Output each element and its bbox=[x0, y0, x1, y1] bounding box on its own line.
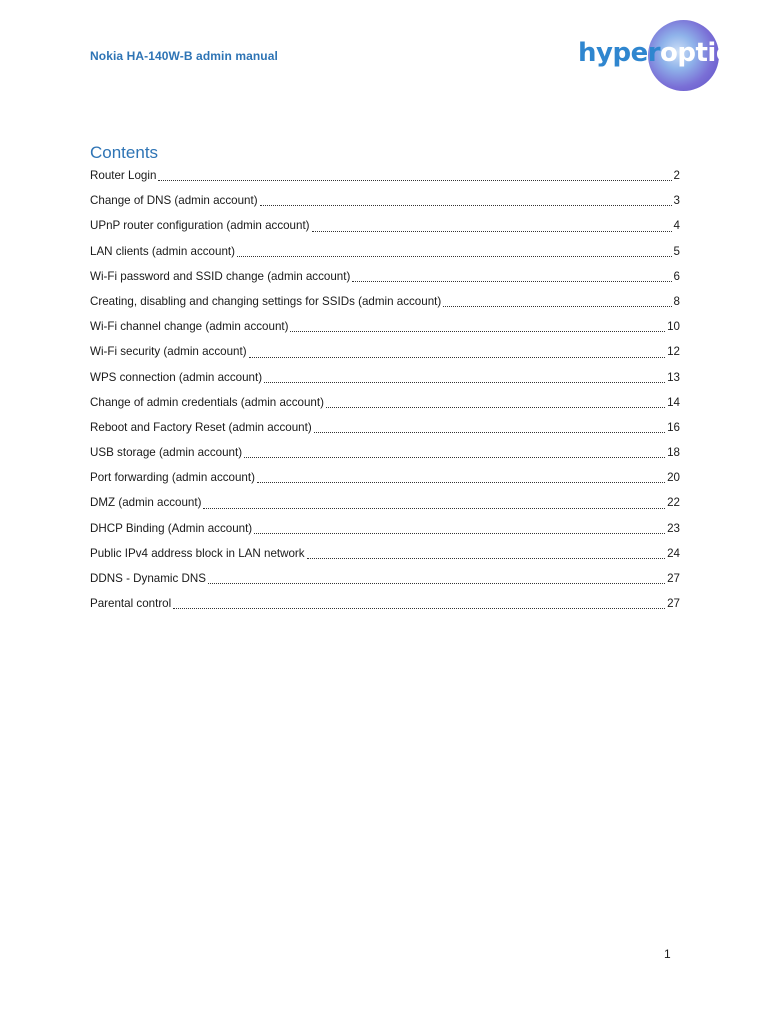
toc-dot-leader bbox=[312, 230, 672, 232]
toc-dot-leader bbox=[249, 356, 666, 358]
toc-entry-page: 16 bbox=[667, 420, 680, 434]
logo-text-part1: hyper bbox=[578, 38, 661, 68]
toc-dot-leader bbox=[264, 381, 665, 383]
toc-entry[interactable] bbox=[90, 368, 680, 393]
toc-entry[interactable] bbox=[90, 443, 680, 468]
toc-entry[interactable] bbox=[90, 242, 680, 267]
contents-heading: Contents bbox=[90, 143, 159, 162]
toc-dot-leader bbox=[244, 456, 665, 458]
toc-entry-label: DHCP Binding (Admin account) bbox=[90, 521, 253, 535]
toc-dot-leader bbox=[254, 532, 665, 534]
toc-entry-page: 23 bbox=[667, 521, 680, 535]
toc-entry-page: 2 bbox=[673, 169, 680, 182]
toc-entry-label: Wi-Fi password and SSID change (admin account) bbox=[90, 269, 351, 283]
toc-entry-label: USB storage (admin account) bbox=[90, 446, 243, 460]
toc-entry-page: 12 bbox=[667, 345, 680, 359]
toc-entry-label: Reboot and Factory Reset (admin account) bbox=[90, 420, 312, 434]
toc-entry[interactable] bbox=[90, 493, 680, 518]
toc-entry-page: 4 bbox=[673, 219, 680, 233]
toc-entry-page: 24 bbox=[667, 546, 680, 560]
toc-dot-leader bbox=[314, 431, 665, 433]
toc-entry[interactable] bbox=[90, 317, 680, 342]
toc-entry-label: DDNS - Dynamic DNS bbox=[90, 572, 206, 585]
toc-dot-leader bbox=[260, 204, 672, 206]
toc-entry[interactable] bbox=[90, 519, 680, 544]
toc-entry[interactable] bbox=[90, 216, 680, 241]
toc-entry-label: Parental control bbox=[90, 597, 172, 611]
table-of-contents bbox=[90, 166, 680, 619]
toc-entry[interactable] bbox=[90, 569, 680, 594]
toc-dot-leader bbox=[257, 481, 665, 483]
toc-dot-leader bbox=[290, 330, 665, 332]
toc-entry[interactable] bbox=[90, 166, 680, 191]
toc-entry-label: DMZ (admin account) bbox=[90, 496, 202, 510]
toc-entry-page: 20 bbox=[667, 471, 680, 485]
toc-entry[interactable] bbox=[90, 594, 680, 619]
toc-entry-page: 5 bbox=[673, 244, 680, 258]
toc-dot-leader bbox=[158, 179, 671, 181]
toc-entry-label: WPS connection (admin account) bbox=[90, 370, 263, 384]
toc-dot-leader bbox=[307, 557, 666, 559]
logo-wordmark bbox=[578, 38, 731, 68]
toc-entry-label: Wi-Fi security (admin account) bbox=[90, 345, 247, 359]
toc-entry-label: Creating, disabling and changing settings for SSIDs (admin account) bbox=[90, 294, 442, 308]
toc-entry-page: 10 bbox=[667, 320, 680, 334]
toc-entry[interactable] bbox=[90, 292, 680, 317]
hyperoptic-logo bbox=[576, 20, 731, 92]
toc-entry-page: 18 bbox=[667, 446, 680, 460]
toc-entry-label: Router Login bbox=[90, 169, 157, 182]
toc-dot-leader bbox=[237, 255, 672, 257]
toc-dot-leader bbox=[173, 607, 665, 609]
toc-entry[interactable] bbox=[90, 191, 680, 216]
logo-text-part2: optic bbox=[660, 38, 731, 68]
page-number: 1 bbox=[664, 947, 671, 961]
toc-entry-page: 13 bbox=[667, 370, 680, 384]
toc-entry-label: Change of DNS (admin account) bbox=[90, 194, 258, 208]
toc-entry-page: 6 bbox=[673, 269, 680, 283]
toc-dot-leader bbox=[326, 406, 665, 408]
toc-entry-label: LAN clients (admin account) bbox=[90, 244, 235, 258]
document-header-title: Nokia HA-140W-B admin manual bbox=[90, 49, 278, 63]
toc-entry-label: Public IPv4 address block in LAN network bbox=[90, 546, 305, 560]
toc-entry[interactable] bbox=[90, 544, 680, 569]
toc-entry-page: 14 bbox=[667, 395, 680, 409]
toc-entry-page: 27 bbox=[667, 597, 680, 611]
toc-entry[interactable] bbox=[90, 418, 680, 443]
toc-entry[interactable] bbox=[90, 393, 680, 418]
toc-entry-label: Wi-Fi channel change (admin account) bbox=[90, 320, 289, 334]
toc-entry-page: 27 bbox=[667, 572, 680, 585]
toc-dot-leader bbox=[208, 582, 665, 584]
toc-entry[interactable] bbox=[90, 342, 680, 367]
toc-entry-page: 3 bbox=[673, 194, 680, 208]
toc-entry[interactable] bbox=[90, 468, 680, 493]
toc-entry-page: 22 bbox=[667, 496, 680, 510]
toc-entry-label: Port forwarding (admin account) bbox=[90, 471, 255, 485]
toc-entry-label: UPnP router configuration (admin account) bbox=[90, 219, 310, 233]
toc-entry-page: 8 bbox=[673, 294, 680, 308]
toc-entry-label: Change of admin credentials (admin account) bbox=[90, 395, 324, 409]
toc-entry[interactable] bbox=[90, 267, 680, 292]
toc-dot-leader bbox=[203, 507, 665, 509]
toc-dot-leader bbox=[352, 280, 671, 282]
toc-dot-leader bbox=[443, 305, 671, 307]
